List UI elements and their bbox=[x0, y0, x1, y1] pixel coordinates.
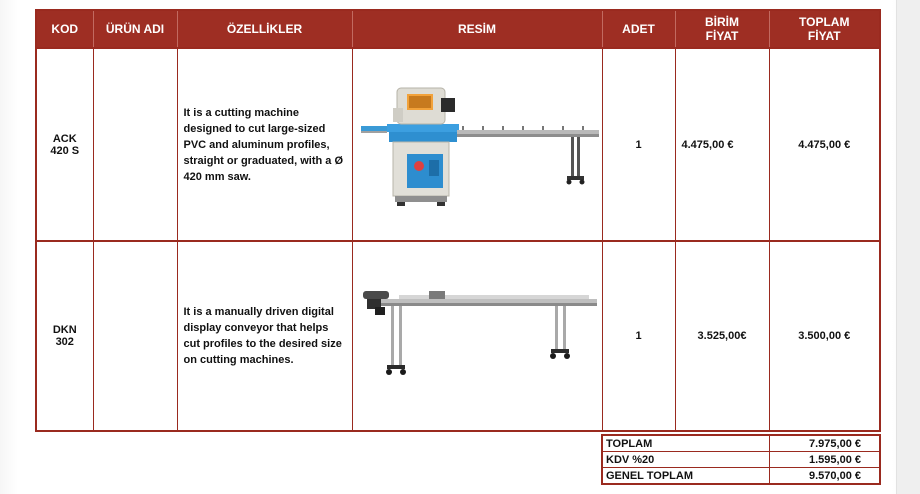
cell-kod: ACK 420 S bbox=[36, 48, 93, 241]
cell-toplam-fiyat: 4.475,00 € bbox=[769, 48, 880, 241]
totals-value: 9.570,00 € bbox=[769, 468, 880, 485]
header-birim-line2: FİYAT bbox=[705, 29, 739, 43]
totals-label: TOPLAM bbox=[602, 435, 769, 452]
cell-birim-fiyat: 3.525,00€ bbox=[675, 241, 769, 431]
cell-urun-adi bbox=[93, 241, 177, 431]
header-kod: KOD bbox=[36, 10, 93, 48]
table-row bbox=[36, 48, 880, 241]
header-toplam-line1: TOPLAM bbox=[799, 15, 850, 29]
quote-table bbox=[35, 9, 881, 432]
header-resim: RESİM bbox=[352, 10, 602, 48]
totals-row-kdv bbox=[602, 452, 880, 468]
table-row bbox=[36, 241, 880, 431]
cell-resim bbox=[352, 48, 602, 241]
totals-label: KDV %20 bbox=[602, 452, 769, 468]
totals-value: 1.595,00 € bbox=[769, 452, 880, 468]
cell-adet: 1 bbox=[602, 48, 675, 241]
cell-kod: DKN 302 bbox=[36, 241, 93, 431]
header-birim-fiyat bbox=[675, 10, 769, 48]
cell-urun-adi bbox=[93, 48, 177, 241]
totals-label: GENEL TOPLAM bbox=[602, 468, 769, 485]
cell-birim-fiyat: 4.475,00 € bbox=[675, 48, 769, 241]
cell-ozellik: It is a cutting machine designed to cut large-sized PVC and aluminum profiles, straight or graduated, with a Ø 420 mm saw. bbox=[177, 48, 352, 241]
cell-ozellik: It is a manually driven digital display conveyor that helps cut profiles to the desired size on cutting machines. bbox=[177, 241, 352, 431]
header-birim-line1: BİRİM bbox=[705, 15, 739, 29]
cutting-machine-photo bbox=[359, 80, 603, 210]
header-adet: ADET bbox=[602, 10, 675, 48]
conveyor-photo bbox=[359, 281, 603, 391]
totals-row-genel bbox=[602, 468, 880, 485]
totals-value: 7.975,00 € bbox=[769, 435, 880, 452]
totals-table bbox=[601, 434, 881, 485]
totals-row-toplam bbox=[602, 435, 880, 452]
header-urun-adi: ÜRÜN ADI bbox=[93, 10, 177, 48]
header-toplam-fiyat bbox=[769, 10, 880, 48]
cell-adet: 1 bbox=[602, 241, 675, 431]
cell-resim bbox=[352, 241, 602, 431]
header-ozellikler: ÖZELLİKLER bbox=[177, 10, 352, 48]
header-row bbox=[36, 10, 880, 48]
cell-toplam-fiyat: 3.500,00 € bbox=[769, 241, 880, 431]
window-side-strip bbox=[896, 0, 920, 494]
header-toplam-line2: FİYAT bbox=[807, 29, 841, 43]
